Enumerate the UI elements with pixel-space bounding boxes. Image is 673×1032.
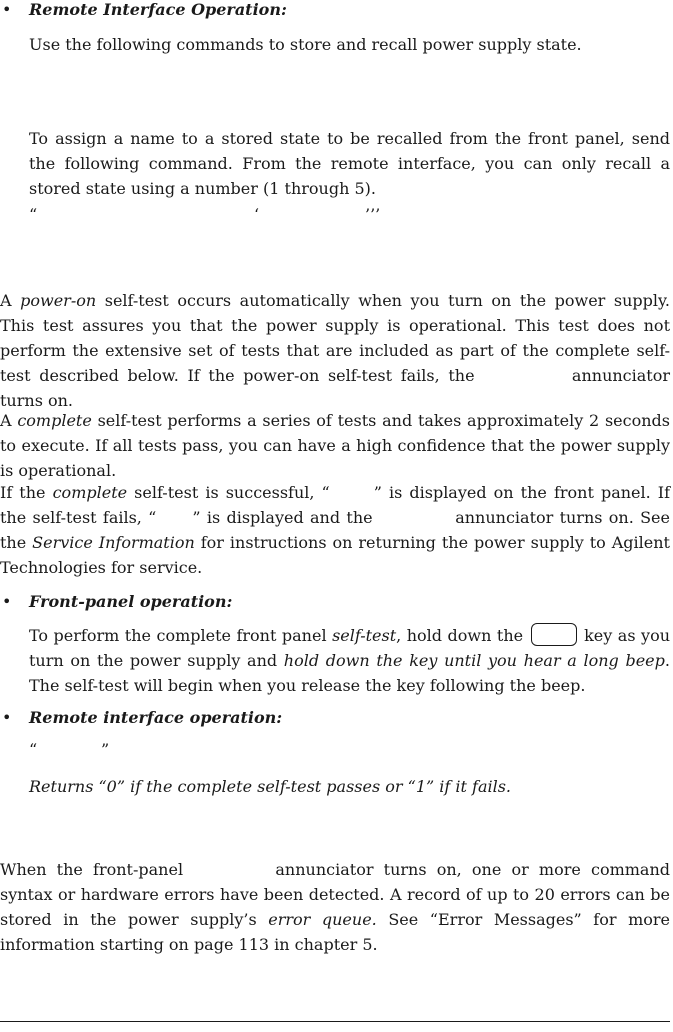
store-recall-intro: Use the following commands to store and recall power supply state. <box>29 35 582 54</box>
text: See “Error Messages” for more information starting on page 113 in chapter 5. <box>0 910 670 954</box>
text: key as you turn on the power supply and <box>29 626 670 670</box>
selftest-result-paragraph <box>0 480 670 580</box>
text: annunciator turns on, one or more command syntax or hardware errors have been detected. A record of up to 20 errors can be stored in the power supply’s <box>0 860 671 929</box>
power-on-selftest-paragraph <box>0 288 670 413</box>
bullet-marker: • <box>2 592 12 611</box>
text: ” is displayed on the front panel. If the self-test fails, “ <box>0 483 671 527</box>
text: annunciator turns on. See the <box>0 508 670 552</box>
assign-name-paragraph: To assign a name to a stored state to be recalled from the front panel, send the following command. From the remote interface, you can only recall a stored state using a number (1 through 5). <box>29 129 670 198</box>
complete-selftest-paragraph <box>0 408 670 483</box>
quote-open: “ <box>29 205 38 224</box>
quote-open: “ <box>29 740 38 759</box>
text: annunciator turns on. <box>0 366 671 410</box>
text: A <box>0 291 21 310</box>
emphasis-power-on: power-on <box>20 291 97 310</box>
text: self-test performs a series of tests and takes approximately 2 seconds to execute. If all tests pass, you can have a high confidence that the power supply is operational. <box>0 411 670 480</box>
front-panel-bullet-heading <box>0 592 640 614</box>
emphasis-error-queue: error queue. <box>268 910 377 929</box>
error-annunciator-paragraph <box>0 857 670 957</box>
emphasis-complete: complete <box>17 411 92 430</box>
text: If the <box>0 483 53 502</box>
text: self-test occurs automatically when you turn on the power supply. This test assures you that the power supply is operational. This test does not perform the extensive set of tests that are included as part of the complete self-test described below. If the power-on self-test fails, the <box>0 291 670 385</box>
front-panel-selftest-paragraph <box>29 623 670 698</box>
text: for instructions on returning the power supply to Agilent Technologies for service. <box>0 533 670 577</box>
remote-interface-bullet-heading <box>0 0 640 22</box>
section-heading: Front-panel operation: <box>29 592 233 611</box>
section-heading: Remote interface operation: <box>29 708 283 727</box>
text: To perform the complete front panel <box>29 626 333 645</box>
emphasis-self-test: self-test <box>332 626 397 645</box>
text: A <box>0 411 18 430</box>
text: , hold down the <box>396 626 529 645</box>
front-panel-key <box>531 623 577 646</box>
emphasis-complete: complete <box>52 483 128 502</box>
emphasis-hold-down: hold down the key until you hear a long beep <box>283 651 665 670</box>
quote-close: ” <box>101 740 110 759</box>
bullet-marker: • <box>2 0 12 19</box>
bullet-marker: • <box>2 708 12 727</box>
footer-rule <box>0 1021 670 1022</box>
remote-op-bullet-heading <box>0 708 640 730</box>
command-quote-line <box>29 740 149 762</box>
section-heading: Remote Interface Operation: <box>29 0 287 19</box>
emphasis-service-information: Service Information <box>32 533 195 552</box>
text: ” is displayed and the <box>192 508 379 527</box>
quote-mid: ‘ <box>254 205 260 224</box>
text: . The self-test will begin when you release the key following the beep. <box>29 651 670 695</box>
command-quote-line <box>29 205 429 227</box>
returns-description: Returns “0” if the complete self-test passes or “1” if it fails. <box>29 777 512 796</box>
text: When the front-panel <box>0 860 194 879</box>
text: self-test is successful, “ <box>127 483 330 502</box>
quote-close: ’’’ <box>365 205 381 224</box>
